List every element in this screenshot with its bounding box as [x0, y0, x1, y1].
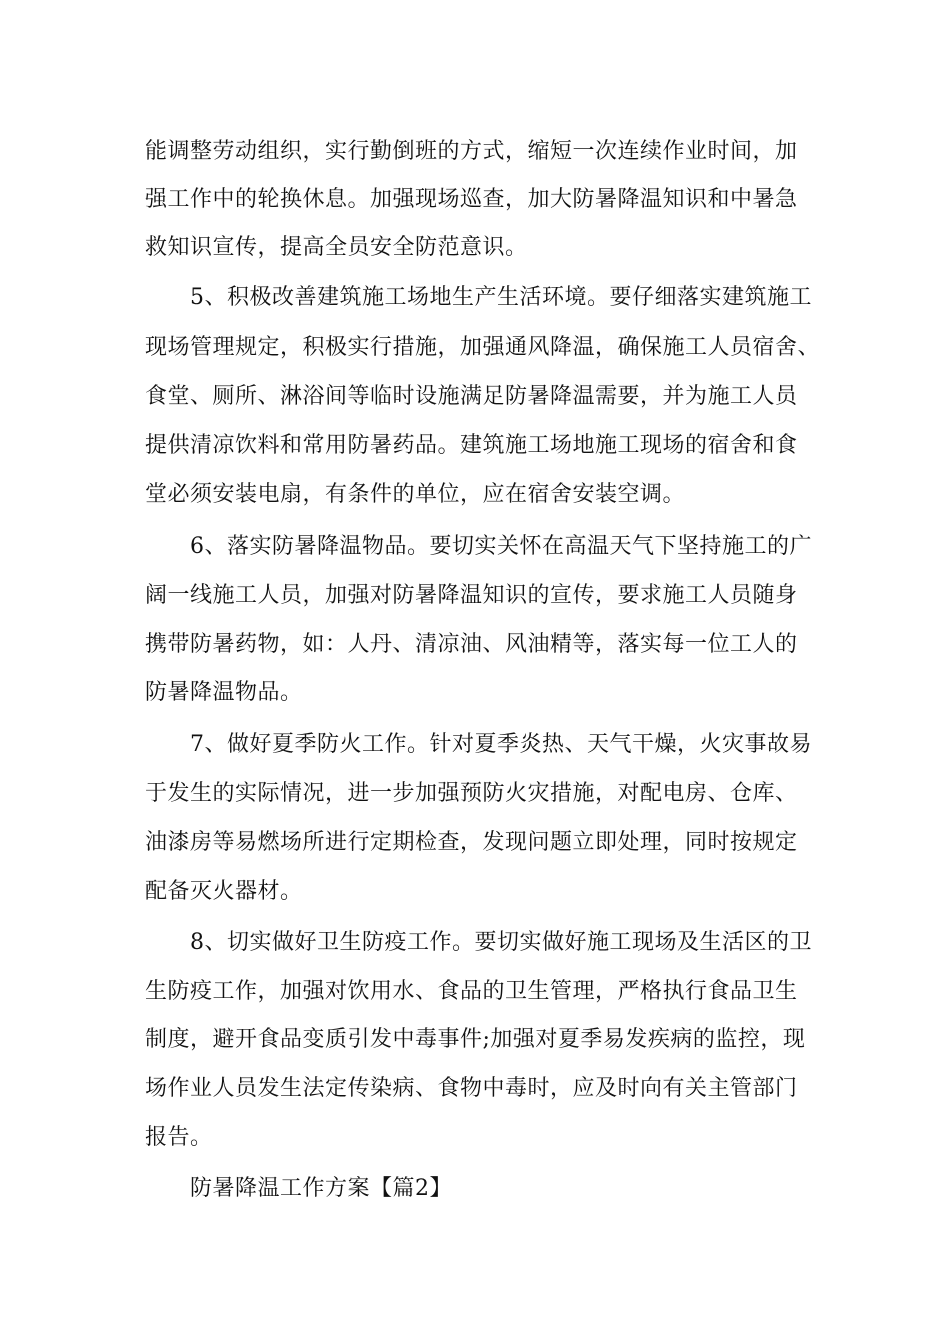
paragraph-7-line-1: 7、做好夏季防火工作。针对夏季炎热、天气干燥，火灾事故易 — [190, 732, 812, 757]
paragraph-7-line-3: 油漆房等易燃场所进行定期检查，发现问题立即处理，同时按规定 — [145, 830, 798, 855]
paragraph-6-line-2: 阔一线施工人员，加强对防暑降温知识的宣传，要求施工人员随身 — [145, 583, 798, 608]
paragraph-8-line-5: 报告。 — [145, 1125, 213, 1150]
paragraph-5-line-5: 堂必须安装电扇，有条件的单位，应在宿舍安装空调。 — [145, 482, 686, 507]
paragraph-6-line-3: 携带防暑药物，如：人丹、清凉油、风油精等，落实每一位工人的 — [145, 632, 798, 657]
paragraph-5-line-1: 5、积极改善建筑施工场地生产生活环境。要仔细落实建筑施工 — [190, 285, 812, 310]
paragraph-8-line-3: 制度，避开食品变质引发中毒事件;加强对夏季易发疾病的监控，现 — [145, 1027, 806, 1052]
paragraph-5-line-2: 现场管理规定，积极实行措施，加强通风降温，确保施工人员宿舍、 — [145, 335, 821, 360]
paragraph-5-line-4: 提供清凉饮料和常用防暑药品。建筑施工场地施工现场的宿舍和食 — [145, 433, 798, 458]
paragraph-1-line-2: 强工作中的轮换休息。加强现场巡查，加大防暑降温知识和中暑急 — [145, 187, 798, 212]
paragraph-1-line-1: 能调整劳动组织，实行勤倒班的方式，缩短一次连续作业时间，加 — [145, 139, 798, 164]
paragraph-1-line-3: 救知识宣传，提高全员安全防范意识。 — [145, 235, 528, 260]
paragraph-7-line-4: 配备灭火器材。 — [145, 879, 303, 904]
paragraph-5-line-3: 食堂、厕所、淋浴间等临时设施满足防暑降温需要，并为施工人员 — [145, 384, 798, 409]
paragraph-7-line-2: 于发生的实际情况，进一步加强预防火灾措施，对配电房、仓库、 — [145, 781, 798, 806]
paragraph-8-line-1: 8、切实做好卫生防疫工作。要切实做好施工现场及生活区的卫 — [190, 930, 812, 955]
section-heading: 防暑降温工作方案【篇2】 — [190, 1176, 452, 1201]
paragraph-8-line-4: 场作业人员发生法定传染病、食物中毒时，应及时向有关主管部门 — [145, 1076, 798, 1101]
paragraph-8-line-2: 生防疫工作，加强对饮用水、食品的卫生管理，严格执行食品卫生 — [145, 979, 798, 1004]
paragraph-6-line-4: 防暑降温物品。 — [145, 680, 303, 705]
paragraph-6-line-1: 6、落实防暑降温物品。要切实关怀在高温天气下坚持施工的广 — [190, 534, 812, 559]
